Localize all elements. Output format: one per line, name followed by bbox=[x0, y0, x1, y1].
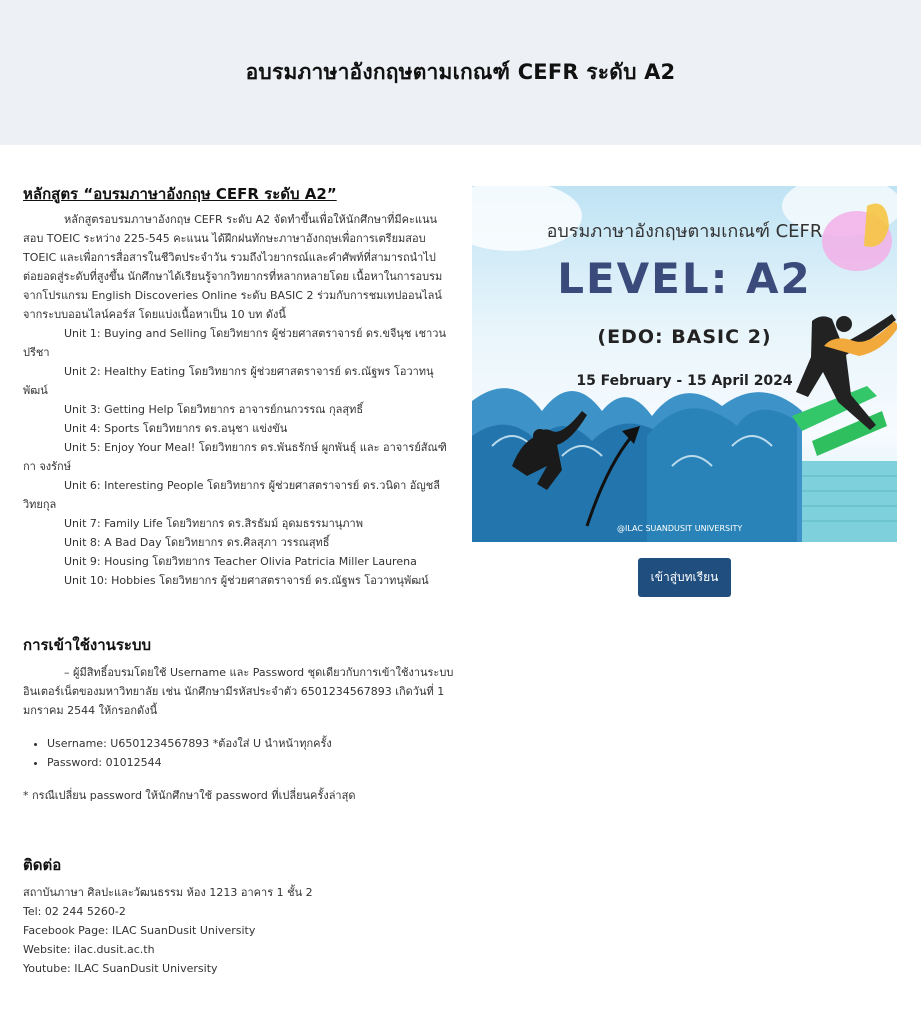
page-title: อบรมภาษาอังกฤษตามเกณฑ์ CEFR ระดับ A2 bbox=[245, 60, 676, 84]
credentials-list bbox=[23, 734, 463, 772]
banner-edo: (EDO: BASIC 2) bbox=[597, 326, 772, 348]
banner-dates: 15 February - 15 April 2024 bbox=[576, 373, 793, 389]
contact-line: Facebook Page: ILAC SuanDusit University bbox=[23, 924, 256, 937]
unit-item: Unit 5: Enjoy Your Meal! โดยวิทยากร ดร.พันธรักษ์ ผูกพันธุ์ และ อาจารย์สัณฑิกา จงรักษ์ bbox=[23, 441, 447, 473]
access-section bbox=[23, 636, 463, 805]
access-description: – ผู้มีสิทธิ์อบรมโดยใช้ Username และ Password ชุดเดียวกับการเข้าใช้งานระบบอินเตอร์เน็ตของมหาวิทยาลัย เช่น นักศึกษามีรหัสประจำตัว 6501234567893 เกิดวันที่ 1 มกราคม 2544 ให้กรอกดังนี้ bbox=[23, 666, 454, 717]
unit-item: Unit 2: Healthy Eating โดยวิทยากร ผู้ช่วยศาสตราจารย์ ดร.ณัฐพร โอวาทนุพัฒน์ bbox=[23, 365, 434, 397]
contact-heading: ติดต่อ bbox=[23, 856, 62, 874]
unit-item: Unit 7: Family Life โดยวิทยากร ดร.สิรธัมม์ อุดมธรรมานุภาพ bbox=[64, 517, 363, 530]
unit-item: Unit 3: Getting Help โดยวิทยากร อาจารย์กนกวรรณ กุลสุทธิ์ bbox=[64, 403, 364, 416]
contact-line: สถาบันภาษา ศิลปะและวัฒนธรรม ห้อง 1213 อาคาร 1 ชั้น 2 bbox=[23, 886, 313, 899]
contact-line: Youtube: ILAC SuanDusit University bbox=[23, 962, 218, 975]
password-item: • Password: 01012544 bbox=[47, 753, 463, 772]
contact-section bbox=[23, 856, 463, 978]
contact-line: Website: ilac.dusit.ac.th bbox=[23, 943, 155, 956]
unit-item: Unit 1: Buying and Selling โดยวิทยากร ผู้ช่วยศาสตราจารย์ ดร.ขจีนุช เชาวนปรีชา bbox=[23, 327, 446, 359]
unit-item: Unit 10: Hobbies โดยวิทยากร ผู้ช่วยศาสตราจารย์ ดร.ณัฐพร โอวาทนุพัฒน์ bbox=[64, 574, 429, 587]
course-intro: หลักสูตรอบรมภาษาอังกฤษ CEFR ระดับ A2 จัดทำขึ้นเพื่อให้นักศึกษาที่มีคะแนนสอบ TOEIC ระหว่าง 225-545 คะแนน ได้ฝึกฝนทักษะภาษาอังกฤษเพื่อการเตรียมสอบ TOEIC และเพื่อการสื่อสารในชีวิตประจำวัน รวมถึงไวยากรณ์และคำศัพท์ที่สามารถนำไปต่อยอดสู่ระดับที่สูงขึ้น นักศึกษาได้เรียนรู้จากวิทยากรที่หลากหลายโดย เนื้อหาในการอบรมจากโปรแกรม English Discoveries Online ระดับ BASIC 2 ร่วมกับการชมเทปออนไลน์จากระบบออนไลน์คอร์ส โดยแบ่งเนื้อหาเป็น 10 บท ดังนี้ bbox=[23, 213, 443, 321]
banner-credit: @ILAC SUANDUSIT UNIVERSITY bbox=[617, 524, 743, 533]
page-header bbox=[0, 0, 921, 145]
username-item: • Username: U6501234567893 *ต้องใส่ U นำหน้าทุกครั้ง bbox=[47, 734, 463, 753]
course-banner-image bbox=[472, 186, 897, 542]
banner-level: LEVEL: A2 bbox=[557, 254, 812, 303]
banner-line1: อบรมภาษาอังกฤษตามเกณฑ์ CEFR bbox=[546, 221, 823, 242]
access-heading: การเข้าใช้งานระบบ bbox=[23, 636, 152, 654]
password-note: * กรณีเปลี่ยน password ให้นักศึกษาใช้ password ที่เปลี่ยนครั้งล่าสุด bbox=[23, 789, 356, 802]
course-media bbox=[472, 186, 897, 597]
contact-line: Tel: 02 244 5260-2 bbox=[23, 905, 126, 918]
unit-item: Unit 4: Sports โดยวิทยากร ดร.อนุชา แข่งขัน bbox=[64, 422, 288, 435]
enter-lesson-button[interactable]: เข้าสู่บทเรียน bbox=[638, 558, 732, 597]
unit-item: Unit 9: Housing โดยวิทยากร Teacher Olivia Patricia Miller Laurena bbox=[64, 555, 417, 568]
unit-item: Unit 8: A Bad Day โดยวิทยากร ดร.ศิลสุภา วรรณสุทธิ์ bbox=[64, 536, 330, 549]
course-heading: หลักสูตร “อบรมภาษาอังกฤษ CEFR ระดับ A2” bbox=[23, 185, 337, 203]
unit-item: Unit 6: Interesting People โดยวิทยากร ผู้ช่วยศาสตราจารย์ ดร.วนิดา อัญชลีวิทยกุล bbox=[23, 479, 440, 511]
course-section bbox=[23, 185, 453, 590]
